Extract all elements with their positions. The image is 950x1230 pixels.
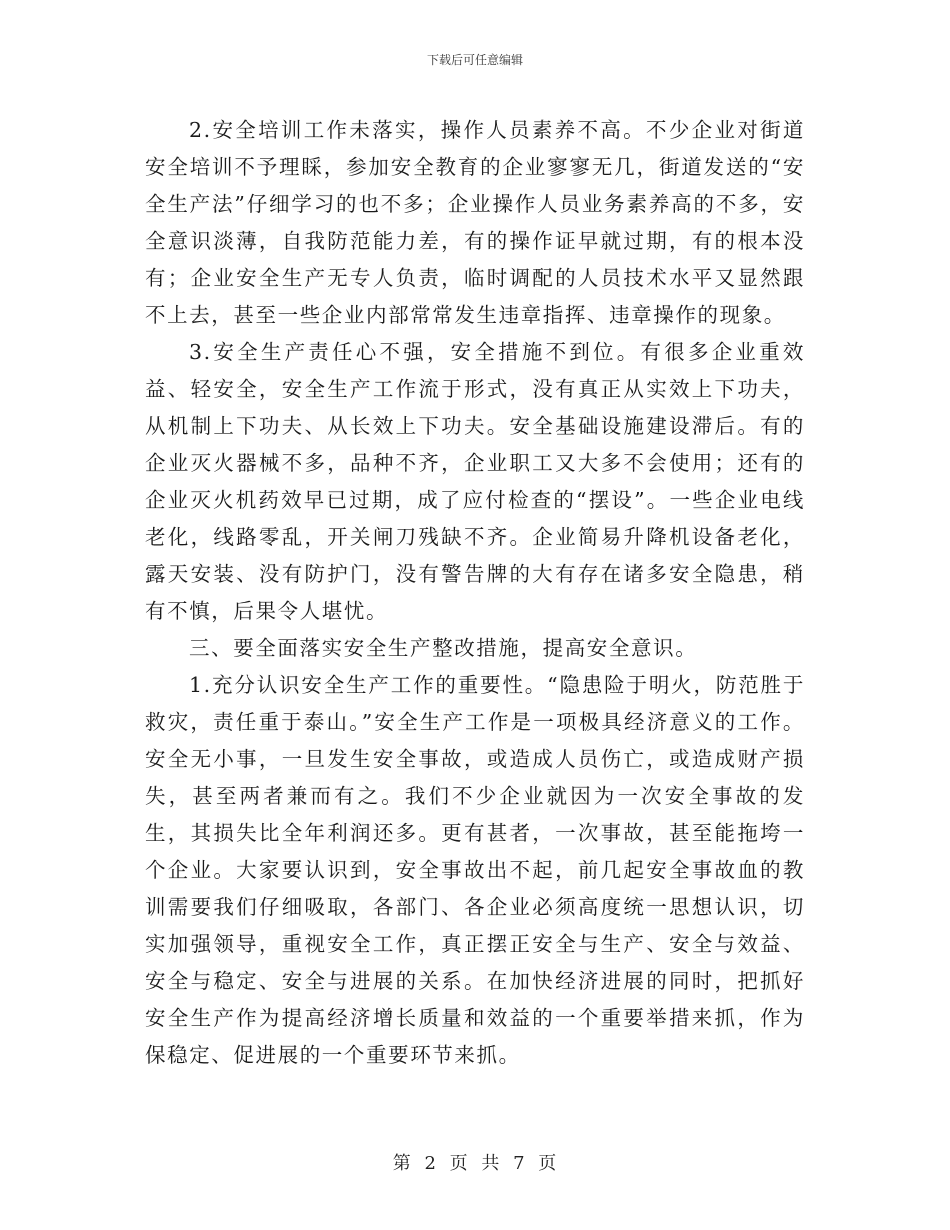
document-body bbox=[145, 112, 805, 1074]
paragraph-safety-importance: 1.充分认识安全生产工作的重要性。“隐患险于明火，防范胜于救灾，责任重于泰山。”安全生产工作是一项极具经济意义的工作。安全无小事，一旦发生安全事故，或造成人员伤亡，或造成财产损失，甚至两者兼而有之。我们不少企业就因为一次安全事故的发生，其损失比全年利润还多。更有甚者，一次事故，甚至能拖垮一个企业。大家要认识到，安全事故出不起，前几起安全事故血的教训需要我们仔细吸取，各部门、各企业必须高度统一思想认识，切实加强领导，重视安全工作，真正摆正安全与生产、安全与效益、安全与稳定、安全与进展的关系。在加快经济进展的同时，把抓好安全生产作为提高经济增长质量和效益的一个重要举措来抓，作为保稳定、促进展的一个重要环节来抓。 bbox=[145, 673, 805, 1067]
paragraph-safety-training: 2.安全培训工作未落实，操作人员素养不高。不少企业对街道安全培训不予理睬，参加安全教育的企业寥寥无几，街道发送的“安全生产法”仔细学习的也不多；企业操作人员业务素养高的不多，安全意识淡薄，自我防范能力差，有的操作证早就过期，有的根本没有；企业安全生产无专人负责，临时调配的人员技术水平又显然跟不上去，甚至一些企业内部常常发生违章指挥、违章操作的现象。 bbox=[145, 118, 805, 327]
page-header: 下载后可任意编辑 bbox=[426, 53, 523, 67]
page-number: 第 2 页 共 7 页 bbox=[392, 1153, 558, 1174]
section-heading-rectification: 三、要全面落实安全生产整改措施，提高安全意识。 bbox=[189, 636, 698, 660]
paragraph-safety-responsibility: 3.安全生产责任心不强，安全措施不到位。有很多企业重效益、轻安全，安全生产工作流于形式，没有真正从实效上下功夫，从机制上下功夫、从长效上下功夫。安全基础设施建设滞后。有的企业灭火器械不多，品种不齐，企业职工又大多不会使用；还有的企业灭火机药效早已过期，成了应付检查的“摆设”。一些企业电线老化，线路零乱，开关闸刀残缺不齐。企业简易升降机设备老化，露天安装、没有防护门，没有警告牌的大有存在诸多安全隐患，稍有不慎，后果令人堪忧。 bbox=[145, 340, 805, 623]
